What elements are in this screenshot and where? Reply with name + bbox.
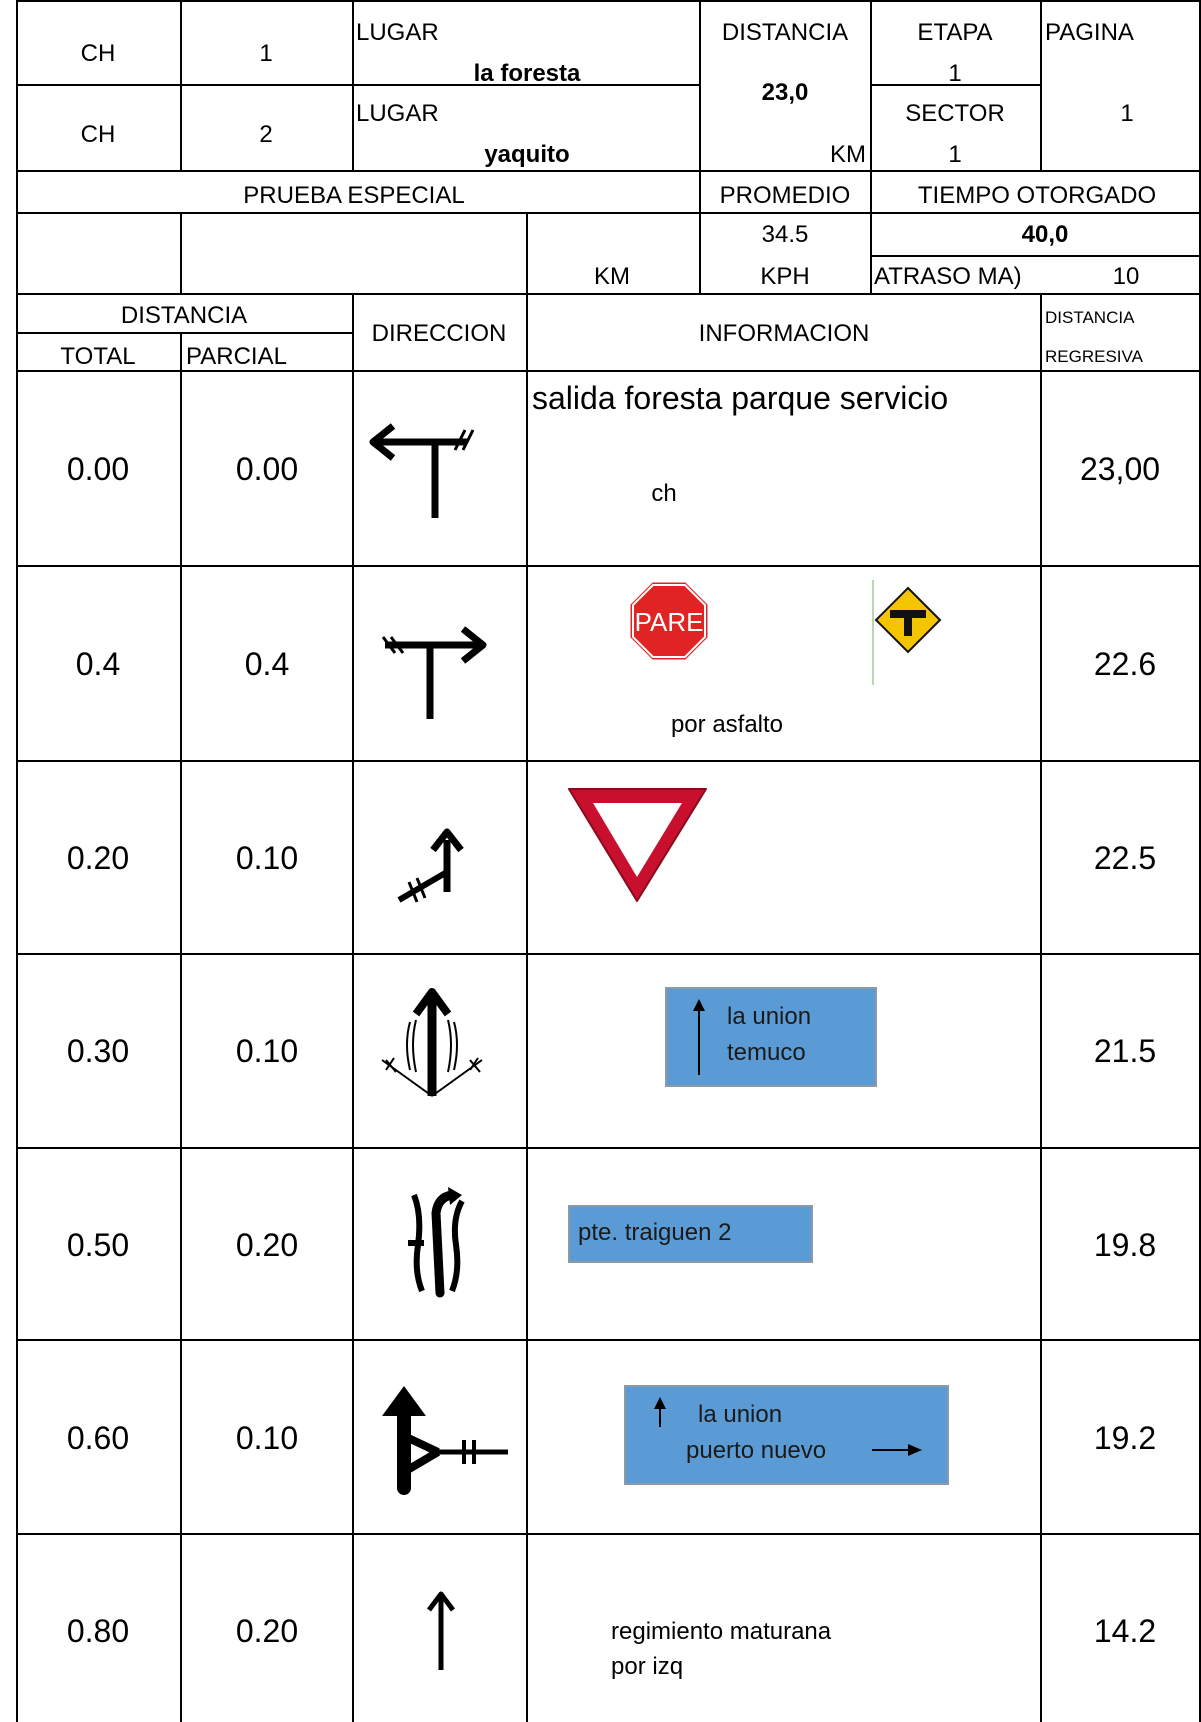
distancia-value: 23,0 (761, 79, 809, 106)
straight-arrow-icon (426, 1590, 456, 1670)
sector-value: 1 (948, 141, 962, 168)
info-note: por asfalto (670, 711, 784, 738)
informacion-column-header: INFORMACION (698, 320, 870, 347)
lugar-value-1: la foresta (473, 60, 581, 87)
distancia-regresiva-header-2: REGRESIVA (1045, 347, 1143, 366)
distancia-column-header: DISTANCIA (120, 302, 248, 329)
ch-number-2: 2 (259, 121, 273, 148)
partial-distance: 0.4 (244, 646, 290, 682)
direction-sign-box (665, 987, 877, 1087)
sign-destination-2: puerto nuevo (686, 1437, 827, 1464)
total-distance: 0.50 (66, 1227, 130, 1263)
straight-crossing-icon (385, 820, 475, 910)
partial-distance: 0.00 (235, 451, 299, 487)
ch-number-1: 1 (259, 40, 273, 67)
etapa-label: ETAPA (917, 19, 993, 46)
pagina-label: PAGINA (1045, 19, 1134, 46)
partial-distance: 0.20 (235, 1227, 299, 1263)
total-distance: 0.80 (66, 1613, 130, 1649)
sign-destination-1: la union (727, 1003, 812, 1030)
straight-right-junction-icon (368, 1380, 513, 1495)
distance-remaining: 22.6 (1093, 646, 1157, 682)
km-label: KM (594, 263, 630, 290)
distance-remaining: 23,00 (1079, 451, 1161, 487)
lugar-label-1: LUGAR (356, 19, 439, 46)
etapa-value: 1 (948, 60, 962, 87)
t-junction-warning-sign-icon (868, 580, 948, 690)
bridge-straight-icon (400, 1185, 470, 1300)
total-distance: 0.30 (66, 1033, 130, 1069)
atraso-max-value: 10 (1112, 263, 1140, 290)
distance-remaining: 21.5 (1093, 1033, 1157, 1069)
promedio-unit: KPH (760, 263, 810, 290)
info-note: ch (651, 480, 677, 507)
direction-sign-box (624, 1385, 949, 1485)
tiempo-otorgado-label: TIEMPO OTORGADO (917, 182, 1157, 209)
total-column-header: TOTAL (60, 343, 136, 370)
partial-distance: 0.10 (235, 840, 299, 876)
ch-code-2: CH (80, 121, 116, 148)
partial-distance: 0.20 (235, 1613, 299, 1649)
distancia-regresiva-header-1: DISTANCIA (1045, 308, 1135, 327)
info-line-2: por izq (611, 1653, 684, 1680)
sign-destination-1: la union (698, 1401, 783, 1428)
pagina-value: 1 (1120, 100, 1134, 127)
right-turn-tee-icon (365, 615, 495, 725)
total-distance: 0.4 (75, 646, 121, 682)
bridge-name-box (568, 1205, 813, 1263)
atraso-max-label: ATRASO MA) (874, 263, 1022, 290)
up-arrow-icon (654, 1397, 666, 1427)
distance-remaining: 19.2 (1093, 1420, 1157, 1456)
distance-remaining: 19.8 (1093, 1227, 1157, 1263)
bridge-name: pte. traiguen 2 (578, 1219, 732, 1246)
right-arrow-icon (872, 1443, 922, 1457)
straight-fork-icon (368, 980, 498, 1105)
stop-sign-text: PARE (634, 607, 704, 637)
sector-label: SECTOR (905, 100, 1005, 127)
distancia-label: DISTANCIA (721, 19, 849, 46)
up-arrow-icon (693, 999, 705, 1075)
left-turn-tee-icon (365, 420, 495, 530)
parcial-column-header: PARCIAL (186, 343, 287, 370)
distance-remaining: 22.5 (1093, 840, 1157, 876)
promedio-value: 34.5 (761, 221, 809, 248)
partial-distance: 0.10 (235, 1420, 299, 1456)
direccion-column-header: DIRECCION (371, 320, 507, 347)
distance-remaining: 14.2 (1093, 1613, 1157, 1649)
total-distance: 0.20 (66, 840, 130, 876)
lugar-label-2: LUGAR (356, 100, 439, 127)
distancia-unit: KM (830, 141, 866, 168)
yield-sign-icon (565, 785, 710, 905)
partial-distance: 0.10 (235, 1033, 299, 1069)
tiempo-otorgado-value: 40,0 (1021, 221, 1069, 248)
prueba-especial-label: PRUEBA ESPECIAL (243, 182, 465, 209)
info-line-1: regimiento maturana (611, 1618, 832, 1645)
lugar-value-2: yaquito (484, 141, 570, 168)
sign-destination-2: temuco (727, 1039, 806, 1066)
ch-code-1: CH (80, 40, 116, 67)
total-distance: 0.00 (66, 451, 130, 487)
promedio-label: PROMEDIO (719, 182, 851, 209)
stop-sign-icon (628, 580, 710, 662)
total-distance: 0.60 (66, 1420, 130, 1456)
info-title: salida foresta parque servicio (532, 380, 949, 416)
